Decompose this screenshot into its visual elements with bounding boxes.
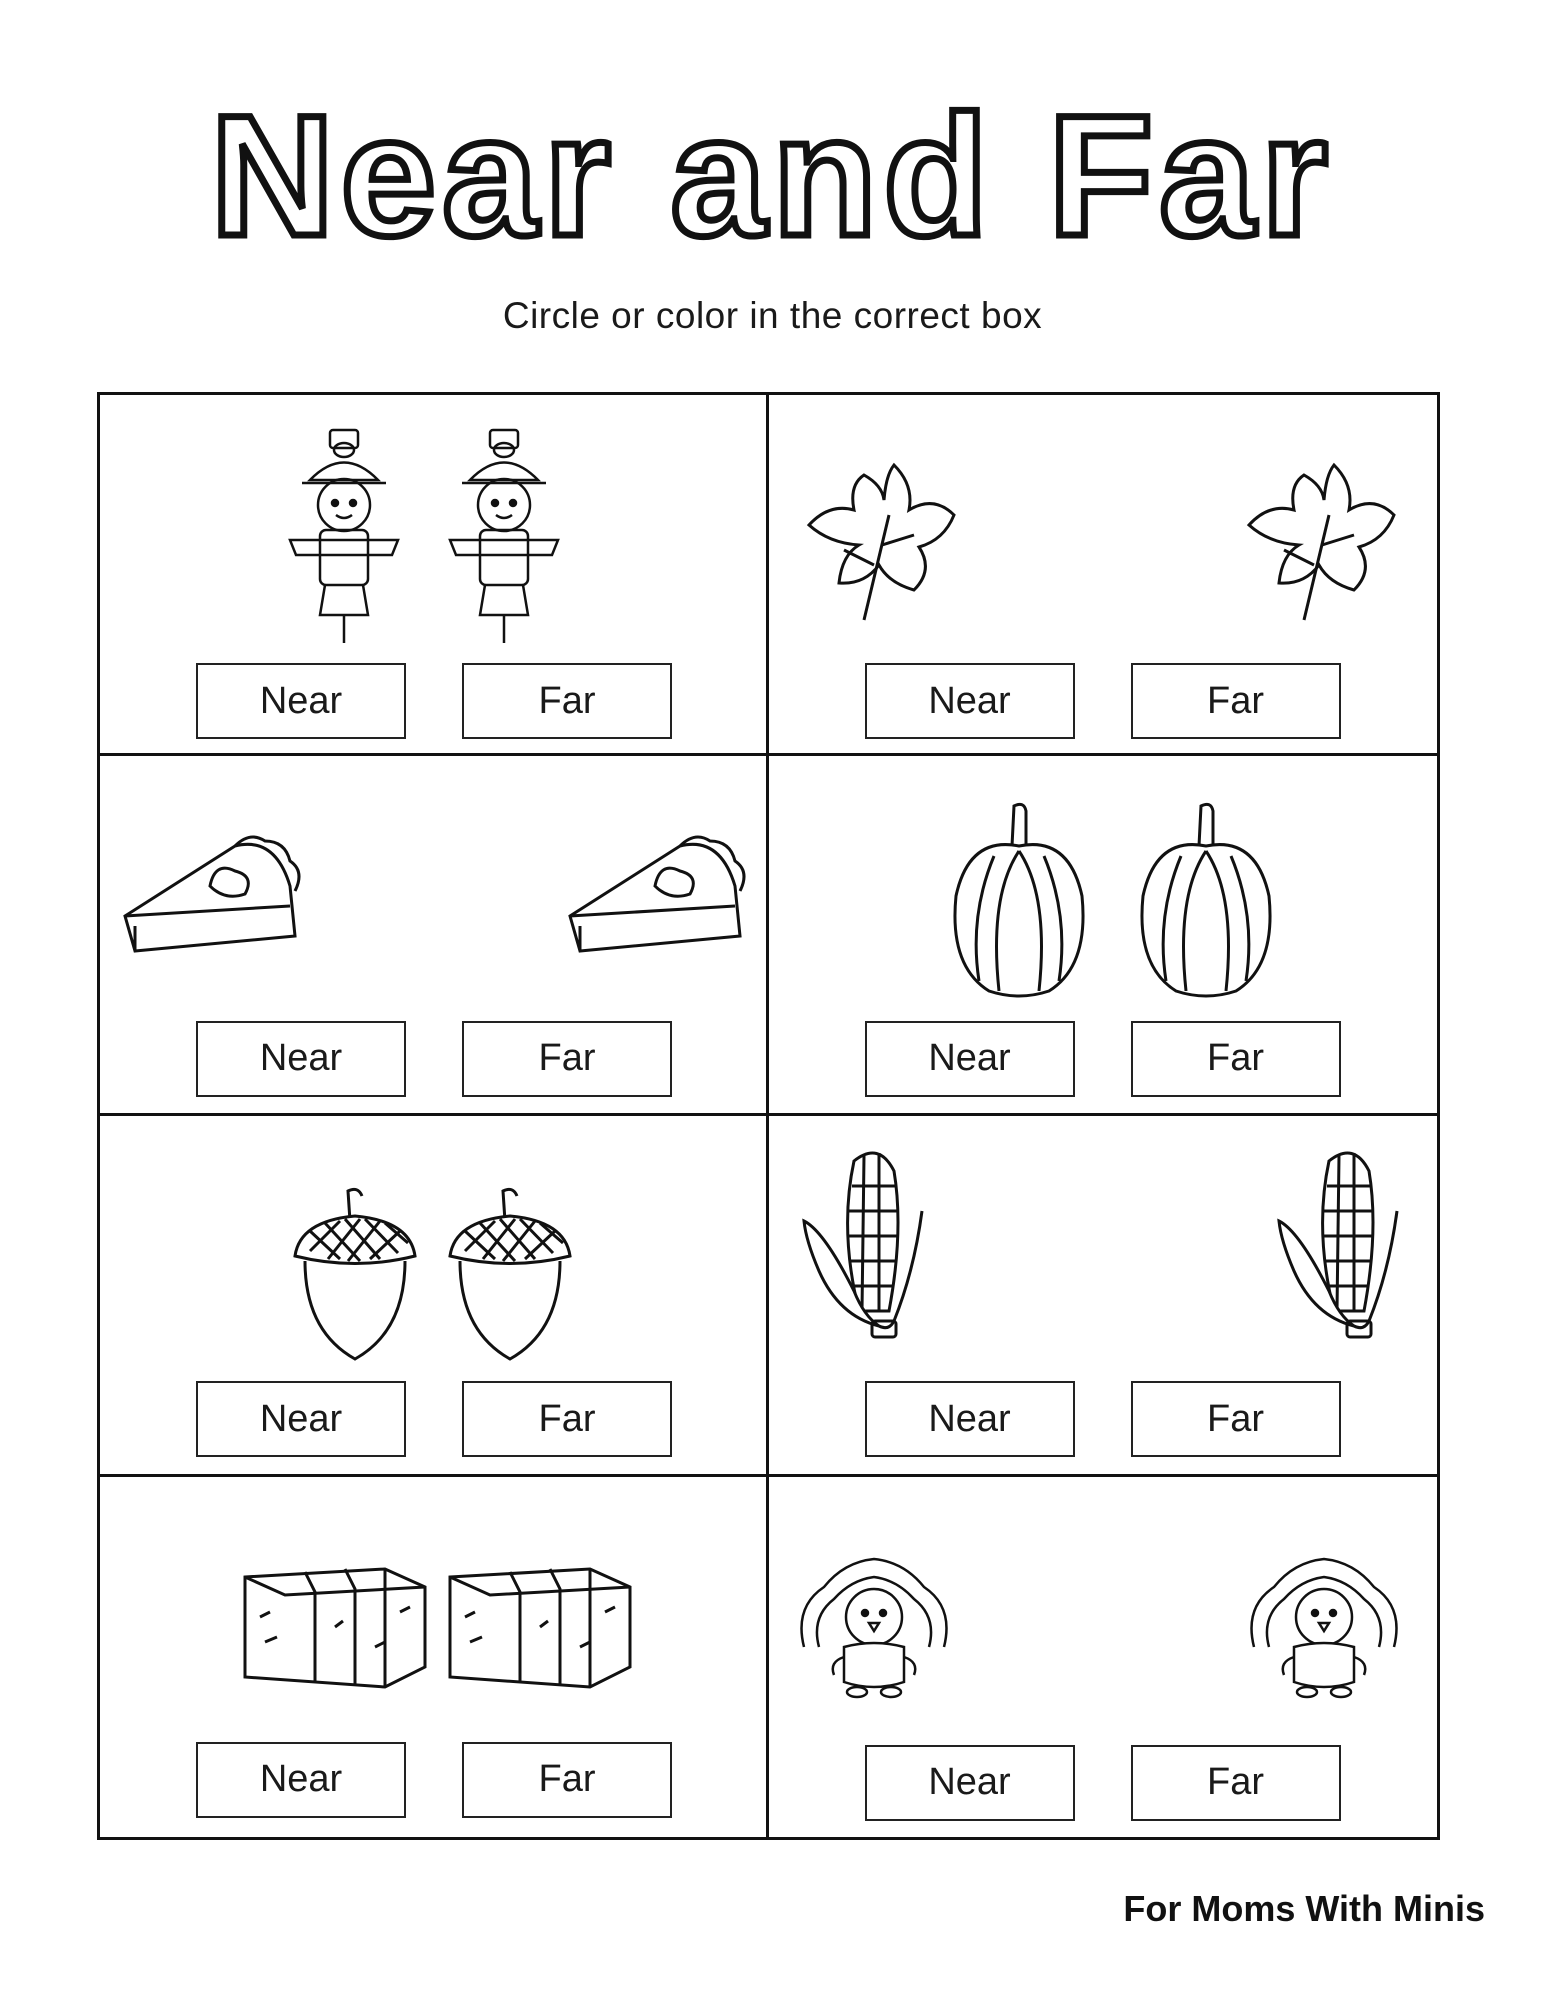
- far-option-box[interactable]: Far: [1131, 1381, 1341, 1457]
- pumpkin-icon: [934, 796, 1104, 1006]
- exercise-cell-turkey: [769, 1477, 1438, 1838]
- near-option-box[interactable]: Near: [865, 663, 1075, 739]
- exercise-cell-leaf: [769, 395, 1438, 756]
- leaf-icon: [794, 455, 964, 625]
- hay-bale-icon: [235, 1557, 435, 1697]
- turkey-icon: [789, 1547, 959, 1707]
- scarecrow-icon: [440, 415, 570, 645]
- exercise-cell-scarecrow: [100, 395, 769, 756]
- near-option-box[interactable]: Near: [196, 1021, 406, 1097]
- corn-icon: [794, 1141, 934, 1361]
- far-option-box[interactable]: Far: [462, 1381, 672, 1457]
- corn-icon: [1269, 1141, 1409, 1361]
- hay-bale-pair: [100, 1477, 766, 1727]
- exercise-cell-acorn: [100, 1116, 769, 1477]
- title-text: Near and Far: [210, 80, 1334, 270]
- leaf-icon: [1234, 455, 1404, 625]
- far-option-box[interactable]: Far: [462, 663, 672, 739]
- leaf-pair: [769, 395, 1438, 645]
- corn-pair: [769, 1116, 1438, 1366]
- pie-slice-icon: [115, 826, 315, 986]
- acorn-icon: [435, 1181, 585, 1366]
- near-option-box[interactable]: Near: [865, 1381, 1075, 1457]
- exercise-cell-hay: [100, 1477, 769, 1838]
- pumpkin-pair: [769, 756, 1438, 1006]
- exercise-cell-corn: [769, 1116, 1438, 1477]
- far-option-box[interactable]: Far: [1131, 1021, 1341, 1097]
- acorn-icon: [280, 1181, 430, 1366]
- near-option-box[interactable]: Near: [196, 1742, 406, 1818]
- turkey-pair: [769, 1477, 1438, 1727]
- far-option-box[interactable]: Far: [1131, 663, 1341, 739]
- exercise-grid: [97, 392, 1440, 1840]
- near-option-box[interactable]: Near: [865, 1745, 1075, 1821]
- footer-brand: For Moms With Minis: [1123, 1888, 1485, 1929]
- scarecrow-pair: [100, 395, 766, 645]
- hay-bale-icon: [440, 1557, 640, 1697]
- far-option-box[interactable]: Far: [462, 1742, 672, 1818]
- near-option-box[interactable]: Near: [865, 1021, 1075, 1097]
- pie-pair: [100, 756, 766, 1006]
- far-option-box[interactable]: Far: [1131, 1745, 1341, 1821]
- worksheet-title: [0, 70, 1545, 270]
- acorn-pair: [100, 1116, 766, 1366]
- pumpkin-icon: [1121, 796, 1291, 1006]
- far-option-box[interactable]: Far: [462, 1021, 672, 1097]
- exercise-cell-pie: [100, 756, 769, 1117]
- exercise-cell-pumpkin: [769, 756, 1438, 1117]
- near-option-box[interactable]: Near: [196, 1381, 406, 1457]
- turkey-icon: [1239, 1547, 1409, 1707]
- instructions: Circle or color in the correct box: [502, 295, 1043, 336]
- near-option-box[interactable]: Near: [196, 663, 406, 739]
- scarecrow-icon: [280, 415, 410, 645]
- pie-slice-icon: [560, 826, 760, 986]
